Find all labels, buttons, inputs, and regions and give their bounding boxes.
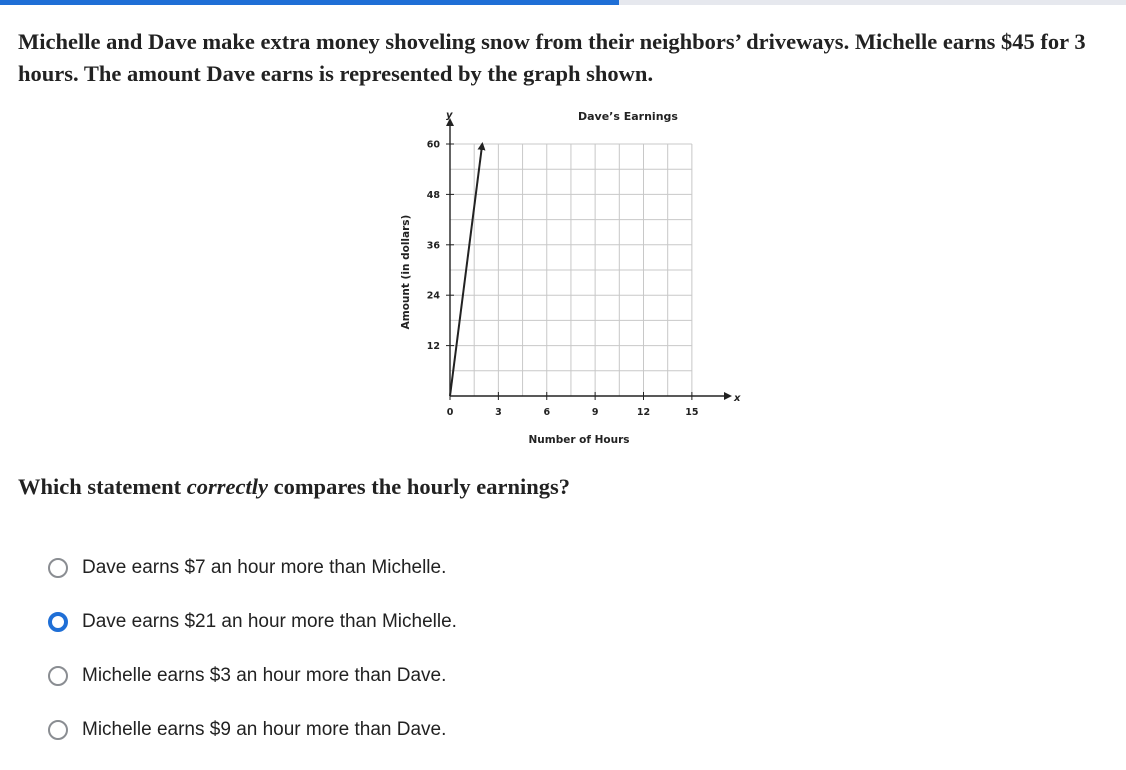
answer-choice-b[interactable]	[48, 608, 457, 636]
y-tick-label: 24	[426, 290, 440, 302]
y-tick-label: 48	[426, 189, 440, 201]
answer-choice-a[interactable]	[48, 554, 457, 582]
answer-choices	[48, 554, 457, 770]
progress-fill	[0, 0, 619, 5]
x-axis-label: Number of Hours	[528, 434, 630, 446]
prompt-emphasis: correctly	[186, 474, 268, 499]
prompt-text	[18, 474, 570, 500]
choice-label: Michelle earns $9 an hour more than Dave.	[82, 719, 447, 740]
x-tick-label: 15	[685, 407, 699, 418]
x-tick-label: 6	[543, 407, 551, 418]
x-tick-label: 9	[591, 407, 599, 418]
choice-label: Dave earns $21 an hour more than Michelle.	[82, 611, 457, 632]
prompt-after: compares the hourly earnings?	[267, 474, 571, 499]
progress-track	[0, 0, 1126, 5]
radio-button[interactable]	[48, 666, 68, 686]
y-axis-label: Amount (in dollars)	[400, 214, 412, 330]
answer-choice-d[interactable]	[48, 716, 457, 744]
x-tick-label: 0	[446, 407, 454, 418]
radio-button[interactable]	[48, 558, 68, 578]
answer-choice-c[interactable]	[48, 662, 457, 690]
choice-label: Michelle earns $3 an hour more than Dave.	[82, 665, 447, 686]
y-axis-symbol: y	[446, 110, 453, 121]
choice-label: Dave earns $7 an hour more than Michelle.	[82, 557, 447, 578]
chart-title: Dave’s Earnings	[578, 110, 678, 123]
y-tick-label: 12	[426, 341, 440, 353]
x-tick-label: 3	[495, 407, 502, 418]
y-tick-label: 36	[426, 240, 440, 252]
y-tick-label: 60	[426, 139, 440, 151]
radio-button[interactable]	[48, 612, 68, 632]
x-tick-label: 12	[636, 407, 651, 418]
earnings-graph	[390, 104, 750, 454]
radio-button[interactable]	[48, 720, 68, 740]
question-text: Michelle and Dave make extra money shoveling snow from their neighbors’ driveways. Michelle earns $45 for 3 hours. The amount Dave earns is represented by the graph shown.	[18, 29, 1086, 86]
x-axis-symbol: x	[734, 393, 741, 404]
prompt-before: Which statement	[18, 474, 187, 499]
